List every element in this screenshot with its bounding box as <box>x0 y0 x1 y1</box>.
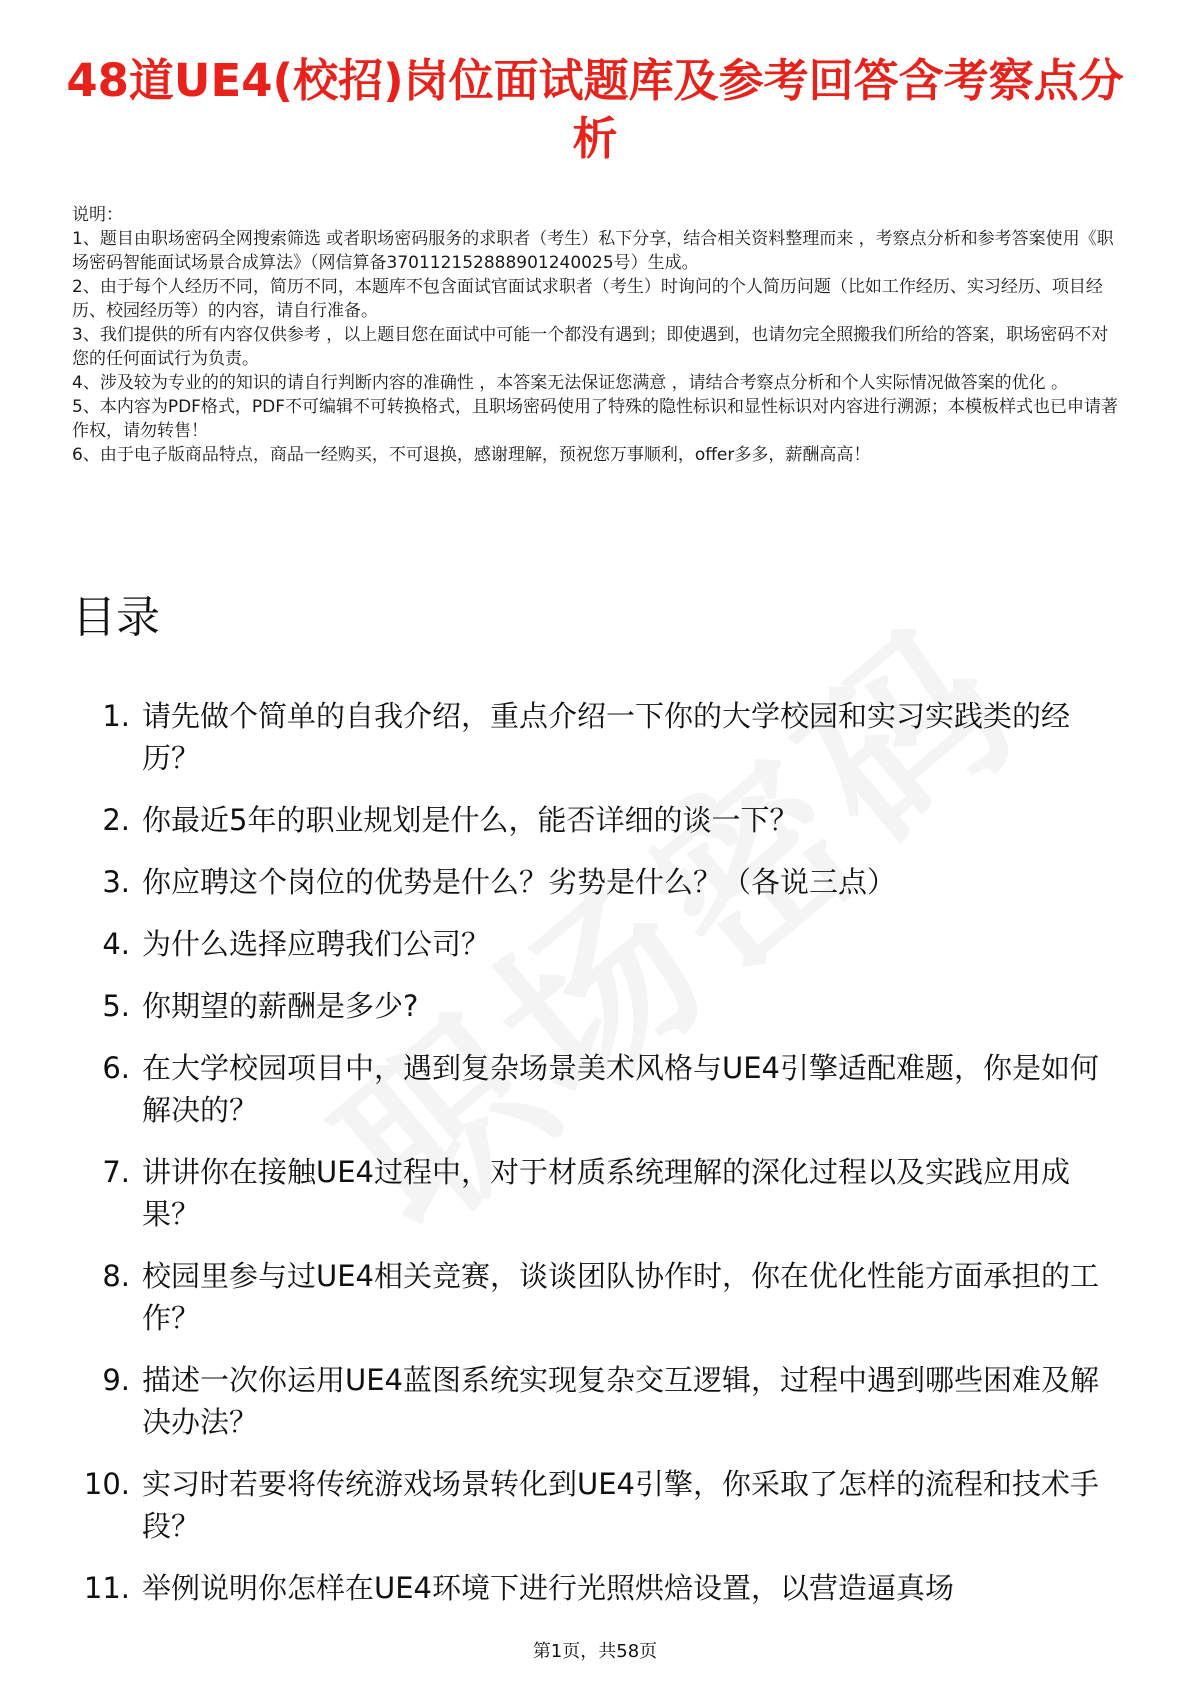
document-title: 48道UE4(校招)岗位面试题库及参考回答含考察点分析 <box>66 54 1124 165</box>
toc-item-number: 5. <box>102 989 130 1023</box>
toc-item-text: 举例说明你怎样在UE4环境下进行光照烘焙设置，以营造逼真场 <box>142 1571 955 1605</box>
toc-item[interactable] <box>72 1151 1132 1235</box>
toc-item-text: 描述一次你运用UE4蓝图系统实现复杂交互逻辑，过程中遇到哪些困难及解决办法？ <box>142 1363 1100 1439</box>
toc-item-text: 你应聘这个岗位的优势是什么？劣势是什么？（各说三点） <box>142 865 897 899</box>
toc-item[interactable] <box>72 1359 1132 1443</box>
note-item: 6、由于电子版商品特点，商品一经购买，不可退换，感谢理解，预祝您万事顺利，offer多多，薪酬高高！ <box>72 445 871 465</box>
toc-item[interactable] <box>72 1463 1132 1547</box>
toc-item[interactable] <box>72 861 1132 903</box>
note-item: 2、由于每个人经历不同，简历不同，本题库不包含面试官面试求职者（考生）时询问的个人简历问题（比如工作经历、实习经历、项目经历、校园经历等）的内容，请自行准备。 <box>72 277 1103 321</box>
toc-item-number: 3. <box>102 865 130 899</box>
toc-item-text: 你最近5年的职业规划是什么，能否详细的谈一下？ <box>142 803 799 837</box>
toc-item-text: 你期望的薪酬是多少? <box>142 989 419 1023</box>
toc-list <box>72 695 1132 1629</box>
notes-heading: 说明： <box>72 205 123 225</box>
toc-item-number: 1. <box>102 699 130 733</box>
toc-item-number: 8. <box>102 1259 130 1293</box>
note-item: 3、我们提供的所有内容仅供参考 ，以上题目您在面试中可能一个都没有遇到；即使遇到，也请勿完全照搬我们所给的答案，职场密码不对您的任何面试行为负责。 <box>72 325 1109 369</box>
toc-item-number: 10. <box>83 1467 130 1501</box>
toc-item-number: 4. <box>102 927 130 961</box>
toc-item-number: 7. <box>102 1155 130 1189</box>
toc-item[interactable] <box>72 923 1132 965</box>
toc-item-text: 在大学校园项目中，遇到复杂场景美术风格与UE4引擎适配难题，你是如何解决的？ <box>142 1051 1100 1127</box>
toc-item-number: 9. <box>102 1363 130 1397</box>
toc-item[interactable] <box>72 1255 1132 1339</box>
toc-item-text: 实习时若要将传统游戏场景转化到UE4引擎，你采取了怎样的流程和技术手段？ <box>142 1467 1100 1543</box>
note-item: 4、涉及较为专业的的知识的请自行判断内容的准确性 ，本答案无法保证您满意 ，请结合考察点分析和个人实际情况做答案的优化 。 <box>72 373 1069 393</box>
toc-item[interactable] <box>72 1567 1132 1609</box>
page-footer: 第1页，共58页 <box>532 1641 658 1662</box>
note-item: 1、题目由职场密码全网搜索筛选 或者职场密码服务的求职者（考生）私下分享，结合相关资料整理而来 ，考察点分析和参考答案使用《职场密码智能面试场景合成算法》（网信算备370112152888901240025号）生成。 <box>72 229 1114 273</box>
toc-item[interactable] <box>72 695 1132 779</box>
toc-item[interactable] <box>72 799 1132 841</box>
toc-item[interactable] <box>72 985 1132 1027</box>
toc-item-number: 11. <box>83 1571 130 1605</box>
note-item: 5、本内容为PDF格式，PDF不可编辑不可转换格式，且职场密码使用了特殊的隐性标识和显性标识对内容进行溯源；本模板样式也已申请著作权，请勿转售！ <box>72 397 1119 441</box>
toc-item-number: 6. <box>102 1051 130 1085</box>
toc-item[interactable] <box>72 1047 1132 1131</box>
toc-item-text: 为什么选择应聘我们公司？ <box>142 927 491 961</box>
toc-item-text: 请先做个简单的自我介绍，重点介绍一下你的大学校园和实习实践类的经历？ <box>142 699 1071 775</box>
toc-item-text: 讲讲你在接触UE4过程中，对于材质系统理解的深化过程以及实践应用成果？ <box>142 1155 1071 1231</box>
toc-item-number: 2. <box>102 803 130 837</box>
toc-heading: 目录 <box>72 592 160 643</box>
toc-item-text: 校园里参与过UE4相关竞赛，谈谈团队协作时，你在优化性能方面承担的工作？ <box>142 1259 1100 1335</box>
notes-section <box>72 203 1122 467</box>
